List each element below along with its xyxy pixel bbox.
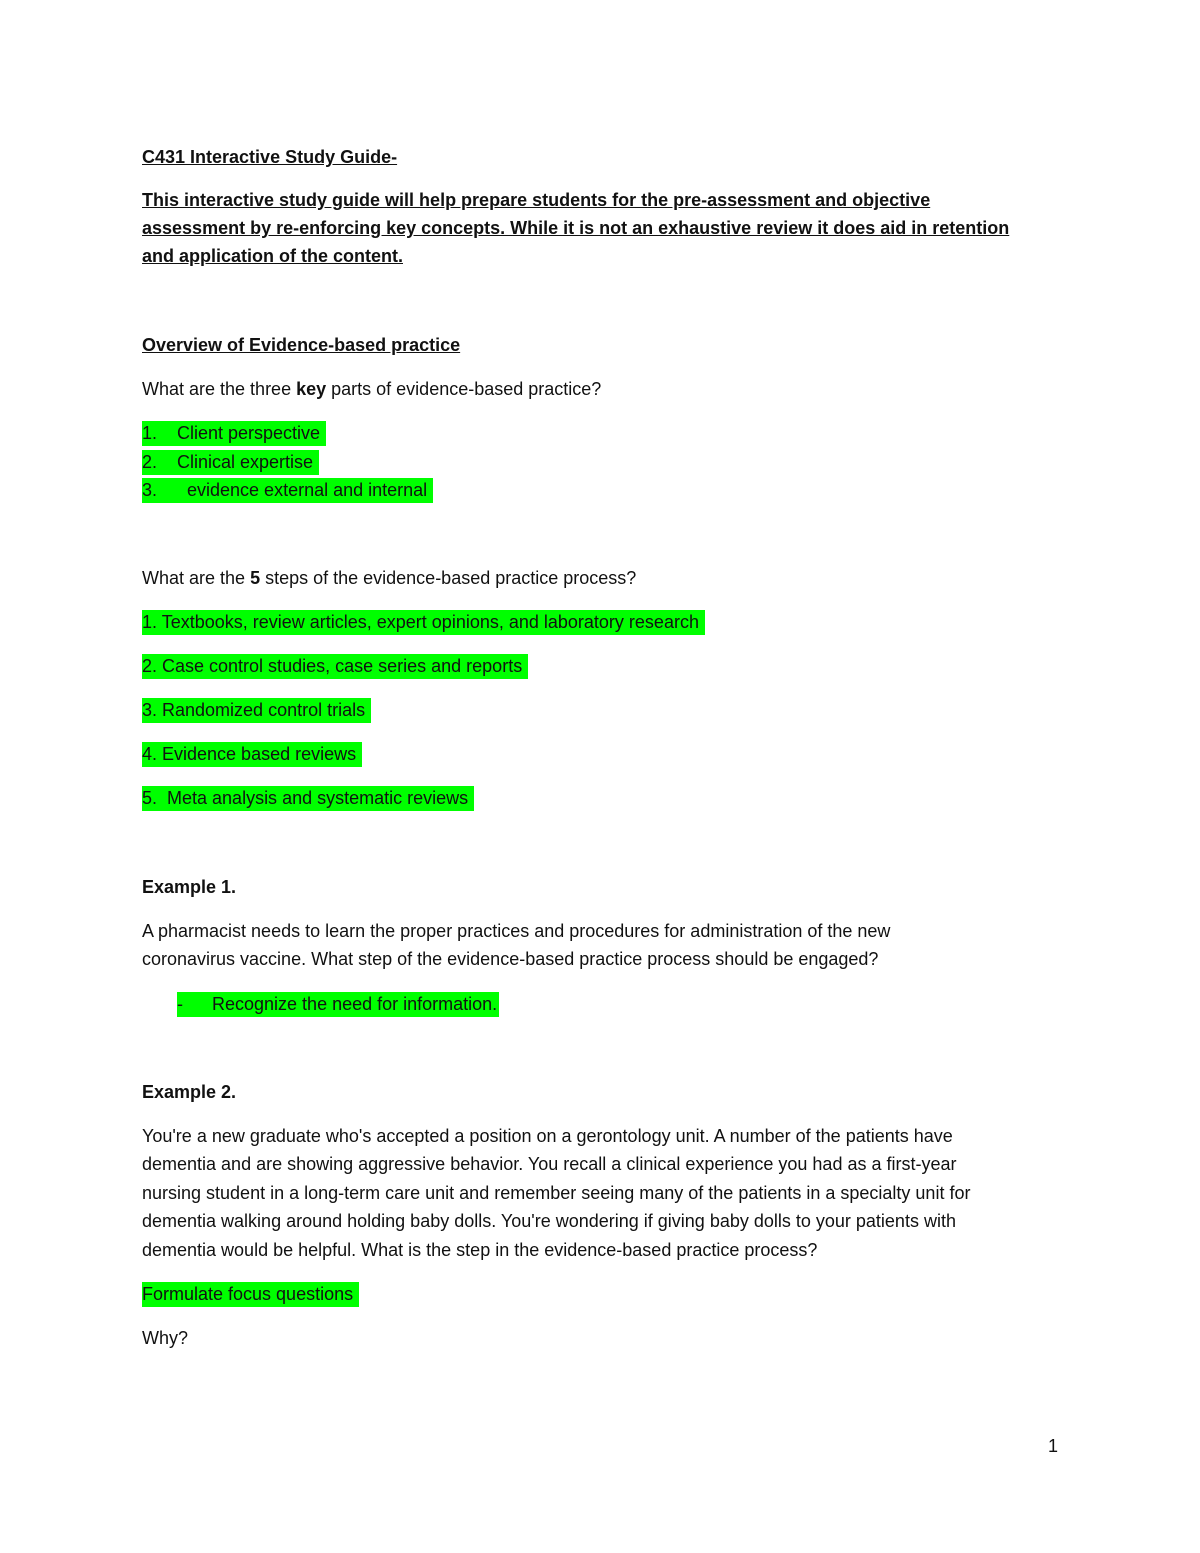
intro-line-1: This interactive study guide will help prepare students for the pre-assessment and objective (142, 190, 931, 210)
example-2-text-line: nursing student in a long-term care unit and remember seeing many of the patients in a specialty unit for (142, 1183, 971, 1203)
step-item: 5. Meta analysis and systematic reviews (142, 784, 474, 812)
example-2-text-line: You're a new graduate who's accepted a position on a gerontology unit. A number of the patients have (142, 1126, 953, 1146)
key-part-item: 3. evidence external and internal (142, 476, 433, 504)
why-prompt: Why? (142, 1328, 189, 1348)
step-item: 3. Randomized control trials (142, 696, 371, 724)
example-1-heading: Example 1. (142, 877, 237, 897)
example-2-answer: Formulate focus questions (142, 1280, 359, 1308)
step-item: 1. Textbooks, review articles, expert opinions, and laboratory research (142, 608, 705, 636)
question-key-parts: What are the three key parts of evidence-based practice? (142, 379, 602, 399)
example-2-text-line: dementia would be helpful. What is the step in the evidence-based practice process? (142, 1240, 818, 1260)
key-part-item: 1. Client perspective (142, 419, 326, 447)
example-1-text-line: coronavirus vaccine. What step of the evidence-based practice process should be engaged? (142, 949, 879, 969)
example-2-heading: Example 2. (142, 1082, 237, 1102)
document-title: C431 Interactive Study Guide- (142, 147, 398, 167)
overview-heading: Overview of Evidence-based practice (142, 335, 461, 355)
example-2-text-line: dementia and are showing aggressive behavior. You recall a clinical experience you had as a first-year (142, 1154, 957, 1174)
example-1-answer: - Recognize the need for information. (177, 990, 499, 1018)
example-2-text-line: dementia walking around holding baby dolls. You're wondering if giving baby dolls to your patients with (142, 1211, 956, 1231)
question-five-steps: What are the 5 steps of the evidence-based practice process? (142, 568, 637, 588)
intro-line-3: and application of the content. (142, 246, 403, 266)
example-1-text-line: A pharmacist needs to learn the proper practices and procedures for administration of the new (142, 921, 891, 941)
key-part-item: 2. Clinical expertise (142, 448, 319, 476)
step-item: 2. Case control studies, case series and reports (142, 652, 528, 680)
page-number: 1 (1048, 1436, 1059, 1456)
step-item: 4. Evidence based reviews (142, 740, 362, 768)
intro-line-2: assessment by re-enforcing key concepts. While it is not an exhaustive review it does aid in retention (142, 218, 1010, 238)
